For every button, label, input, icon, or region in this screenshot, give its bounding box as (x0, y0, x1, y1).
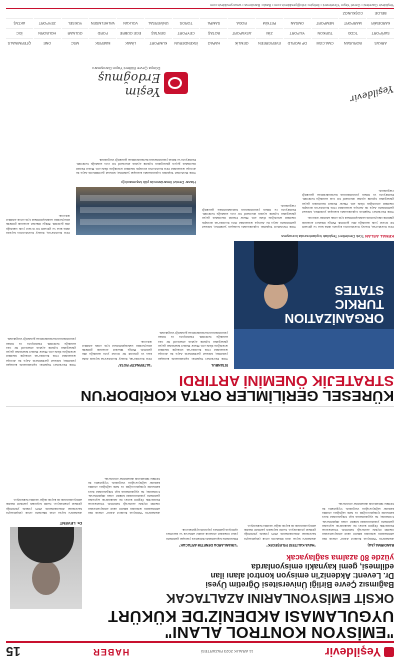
sponsor-logo: GÜLNAR (62, 28, 89, 37)
sponsor-logo: BORUSAN (339, 38, 366, 47)
story1-headline (6, 607, 394, 639)
story1-column-1 (322, 407, 394, 547)
story1-column-3 (166, 407, 238, 547)
story2-column-2 (82, 239, 152, 367)
story1-headline-line2: UYGULAMASI AKDENİZ'DE KÜKÜRT (107, 607, 394, 624)
story2-caption-text: Türk Devletleri Teşkilatı toplantısında konuşma (281, 234, 365, 239)
sponsor-logo: HOLBORN (34, 28, 61, 37)
story2-main-photo (234, 241, 394, 369)
story2-headline-line2: STRATEJİK ÖNEMİNİ ARTIRDI (178, 372, 394, 389)
story2-body-repeat: Türk Devletleri Teşkilatı toplantısında konuşan yetkililer, küresel gerilimlerin Asya ile Avrupa arasındaki Orta Koridor'un stratejik önemini artırdığını ifade etti. Hazar Denizi üzerinden geçen güzergahın lojistik açıdan alternatif bir rota sunduğu belirtildi. Demiryolu ve liman yatırımlarının hızlandırılması gerektiği vurgulandı. (302, 188, 394, 215)
story2-body-end: Türk Devletleri Teşkilatı toplantısında konuşan yetkililer, küresel gerilimlerin Asya ile Avrupa arasındaki Orta Koridor'un stratejik önemini artırdığını ifade etti. Hazar Denizi üzerinden geçen güzergahın lojistik açıdan alternatif bir rota sunduğu belirtildi. Demiryolu ve liman yatırımlarının hızlandırılması gerektiği vurgulandı. (76, 158, 196, 175)
sponsor-logo: FORD (89, 28, 116, 37)
sponsor-logo: EVERGREEN (256, 38, 283, 47)
story1-body3: Düzenleme kapsamında limanlara yanaşan gemilerin yakıt örnekleri alınarak analiz edilecek ve kurallara uymayan gemilere yaptırım uygulanacak. (166, 528, 238, 541)
story2-headline (6, 373, 394, 403)
newspaper-brand (325, 645, 394, 659)
sponsor-logo: İDC (6, 28, 33, 37)
story2-column-7 (76, 109, 196, 175)
story2-body2-more: Orta Koridor'un, Kuzey Koridoru'na kıyasla daha kısa ve güvenli bir ticaret yolu sunduğu dile getirildi. Bölge ülkeleri arasında gümrük süreçlerinin sadeleştirilmesi için ortak adımlar atılacak. (6, 213, 70, 235)
sponsor-logo: VOLKAN (117, 18, 144, 27)
sponsor-logo: CEYPORT (173, 28, 200, 37)
sponsor-logo: MAERSK (89, 38, 116, 47)
issue-date: 11 ARALIK 2023 PAZARTESİ (200, 649, 254, 655)
sponsor-logo: COŞKUNÖZ (339, 8, 366, 17)
photo-row (80, 219, 192, 225)
story2-photo-caption (234, 234, 394, 239)
sponsor-logo: TCDD (339, 28, 366, 37)
sponsor-logo: ONE (34, 38, 61, 47)
story1-headline-line1: "EMİSYON KONTROL ALANI" (164, 623, 394, 640)
story1-column-2 (244, 407, 316, 547)
story-divider (6, 406, 394, 407)
story2-body-lead: İSTANBUL (211, 363, 228, 367)
sponsor-logo: QTERMINALS (6, 38, 33, 47)
brand-name: Yeşildevir (324, 645, 381, 659)
section-label: HABER (92, 647, 130, 657)
photo-row (80, 207, 192, 213)
signature-text: Yeşildevir (348, 82, 395, 104)
sponsor-logo: KUMPORT (145, 38, 172, 47)
sponsor-logo: MSC (62, 38, 89, 47)
promo-script-name: Yeşim Erdoğmuş (97, 71, 161, 100)
story2-body2: Orta Koridor'un, Kuzey Koridoru'na kıyasla daha kısa ve güvenli bir ticaret yolu sunduğu dile getirildi. Bölge ülkeleri arasında gümrük süreçlerinin sadeleştirilmesi için ortak adımlar atılacak. (82, 339, 152, 361)
story2-body2-continued: Orta Koridor'un, Kuzey Koridoru'na kıyasla daha kısa ve güvenli bir ticaret yolu sunduğu dile getirildi. Bölge ülkeleri arasında gümrük süreçlerinin sadeleştirilmesi için ortak adımlar atılacak. (302, 216, 394, 229)
story2-column-1 (158, 239, 228, 367)
stamp-signature (338, 54, 394, 104)
sponsor-logo: ASYAPORT (228, 28, 255, 37)
story2-column-6 (6, 109, 70, 235)
story1-spot-highlight: yüzde 80 azalma sağlayacak (286, 553, 394, 562)
sponsor-logo: DP WORLD (284, 38, 311, 47)
photo-speaker (254, 241, 298, 309)
sponsor-logo: SAMPA (201, 18, 228, 27)
story1-body-continued: Akdeniz'in "Emisyon Kontrol Alanı" olarak ilan edilmesinin ardından kükürt oksit emisyonlarının önemli ölçüde azalacağı belirtildi. Uluslararası Denizcilik Örgütü kararı ile Akdeniz'de seyreden gemilerin yakıtlarındaki kükürt oranı düşürülecek. Uzmanlar, bu uygulamanın kıyı bölgelerdeki hava kalitesini iyileştireceğini ve halk sağlığına olumlu katkılar sağlayacağını vurguladı. Uygulama ile birlikte limanlarda denetimler artırılacak. (88, 476, 160, 515)
sponsor-logo: CMA CGM (312, 38, 339, 47)
sponsor-logo: ÜNİVERSAL (145, 18, 172, 27)
sponsor-logo: ZİM (256, 28, 283, 37)
sponsor-logo: WILHELMSEN (89, 18, 116, 27)
promo-subtitle: Dünya Çevre Bülteni Yayın Danışmanı (92, 66, 161, 72)
portrait-body (18, 527, 74, 563)
sponsor-logo: LİMAK (117, 38, 144, 47)
story2-column-5 (202, 109, 296, 229)
story1-subhead2: "LİMANLARDA DENETİM ARTACAK" (178, 543, 238, 547)
story1-portrait (10, 527, 82, 609)
story2-column-3 (6, 239, 76, 367)
sponsor-logo: MARPORT (339, 18, 366, 27)
photo-text-line1: ORGANİZATION (284, 311, 384, 326)
story1-headline-line3: OKSİT EMİSYONLARINI AZALTACAK (166, 591, 394, 606)
photo-row (80, 195, 192, 201)
sponsor-logo: PETKİM (256, 18, 283, 27)
story2-headline-line1: KÜRESEL GERİLİMLER ORTA KORİDOR'UN (80, 387, 394, 404)
sponsor-logo: ARKAS (367, 38, 394, 47)
speaker-head (264, 281, 288, 309)
sponsor-logo: YÜKSEL (62, 18, 89, 27)
sponsor-logo: AKTAŞ (6, 18, 33, 27)
page-footer: Yeşildevir Gazetesi • Genel Yayın Yönetmeni • İletişim: info@yesildevir.com • Baskı: Bandırma • www.yesildevir.com (6, 1, 394, 9)
photo-backdrop-band (234, 329, 394, 369)
story1-portrait-caption: Dr. LEVENT (59, 521, 82, 526)
portrait-head (32, 561, 60, 595)
story1-spot-line2: Dr. Levent: Akdeniz'in emisyon kontrol alanı ilan (210, 571, 394, 580)
sponsor-logo: KARDEMİR (367, 18, 394, 27)
sponsor-logo: OMSAN (284, 18, 311, 27)
sponsor-logo: BOTAŞ (201, 28, 228, 37)
story2-column-4 (302, 109, 394, 229)
story1-body-lead: BANDIRMA (AA) (367, 543, 394, 547)
story1-spot-line3: edilmesi, gemi kaynaklı emisyonlarda (251, 562, 394, 571)
sponsor-logo: TOROS (173, 18, 200, 27)
sponsor-logo: RODA (228, 18, 255, 27)
sponsor-logo: EGE GÜBRE (117, 28, 144, 37)
story1-body2-continued: Akdeniz'e kıyısı olan ülkelerin ortak çalışmasıyla hazırlanan düzenlemenin 2025 yılında yürürlüğe girmesi planlanıyor. Gemi kaynaklı partikül madde emisyonlarında da kayda değer azalma bekleniyor. (6, 498, 82, 515)
story1-spot (94, 553, 394, 605)
story1-body2: Akdeniz'e kıyısı olan ülkelerin ortak çalışmasıyla hazırlanan düzenlemenin 2025 yılında yürürlüğe girmesi planlanıyor. Gemi kaynaklı partikül madde emisyonlarında da kayda değer azalma bekleniyor. (244, 523, 316, 541)
photo-text-line2: TURKIC (334, 297, 384, 312)
sponsor-logo: TÜRKON (312, 28, 339, 37)
page-header (6, 641, 394, 661)
story2-subhead1: "ALTERNATİF ROTA" (117, 363, 152, 367)
story1-body: Akdeniz'in "Emisyon Kontrol Alanı" olarak ilan edilmesinin ardından kükürt oksit emisyonlarının önemli ölçüde azalacağı belirtildi. Uluslararası Denizcilik Örgütü kararı ile Akdeniz'de seyreden gemilerin yakıtlarındaki kükürt oranı düşürülecek. Uzmanlar, bu uygulamanın kıyı bölgelerdeki hava kalitesini iyileştireceğini ve halk sağlığına olumlu katkılar sağlayacağını vurguladı. Uygulama ile birlikte limanlarda denetimler artırılacak. (322, 502, 394, 541)
sponsor-logo: BELDE (367, 8, 394, 17)
promo-logo-icon (164, 72, 188, 94)
story1-subhead1: "HAVA KALİTESİ İYİLEŞECEK" (266, 543, 316, 547)
story1-spot-line1: Bağımsız Çevre Birliği Üniversitesi Öğretim Üyesi (205, 580, 394, 589)
sponsor-logo: DENTAŞ (145, 28, 172, 37)
sponsor-logos-grid (6, 11, 394, 47)
story2-body-more: Türk Devletleri Teşkilatı toplantısında konuşan yetkililer, küresel gerilimlerin Asya ile Avrupa arasındaki Orta Koridor'un stratejik önemini artırdığını ifade etti. Hazar Denizi üzerinden geçen güzergahın lojistik açıdan alternatif bir rota sunduğu belirtildi. Demiryolu ve liman yatırımlarının hızlandırılması gerektiği vurgulandı. (202, 203, 296, 229)
page-number: 15 (6, 644, 21, 660)
sponsor-logo: GEMLİK (228, 38, 255, 47)
story2-port-photo (76, 187, 196, 235)
speaker-body (254, 241, 298, 285)
story2-port-caption: Hazar Denizi limanlarında yük taşımacılığı (121, 180, 196, 185)
brand-logo-icon (384, 647, 394, 657)
sponsor-logo: HAPAG (201, 38, 228, 47)
sponsor-logo: NEMPORT (312, 18, 339, 27)
sponsor-logo: YILPORT (284, 28, 311, 37)
story2-body-continued: Türk Devletleri Teşkilatı toplantısında konuşan yetkililer, küresel gerilimlerin Asya ile Avrupa arasındaki Orta Koridor'un stratejik önemini artırdığını ifade etti. Hazar Denizi üzerinden geçen güzergahın lojistik açıdan alternatif bir rota sunduğu belirtildi. Demiryolu ve liman yatırımlarının hızlandırılması gerektiği vurgulandı. (6, 337, 76, 367)
columnist-promo (68, 61, 188, 105)
story1-column-4 (88, 407, 160, 515)
story1-column-5 (6, 407, 82, 515)
sponsor-logo: SAFİPORT (367, 28, 394, 37)
story2-caption-name: KEMAL ASLAN (365, 234, 394, 239)
story2-body: Türk Devletleri Teşkilatı toplantısında konuşan yetkililer, küresel gerilimlerin Asya ile Avrupa arasındaki Orta Koridor'un stratejik önemini artırdığını ifade etti. Hazar Denizi üzerinden geçen güzergahın lojistik açıdan alternatif bir rota sunduğu belirtildi. Demiryolu ve liman yatırımlarının hızlandırılması gerektiği vurgulandı. (158, 330, 228, 361)
photo-text-line3: STATES (334, 283, 384, 298)
sponsor-logo: İSKENDERUN (173, 38, 200, 47)
photo-backdrop-text (285, 283, 384, 325)
sponsor-logo: ZEYPORT (34, 18, 61, 27)
